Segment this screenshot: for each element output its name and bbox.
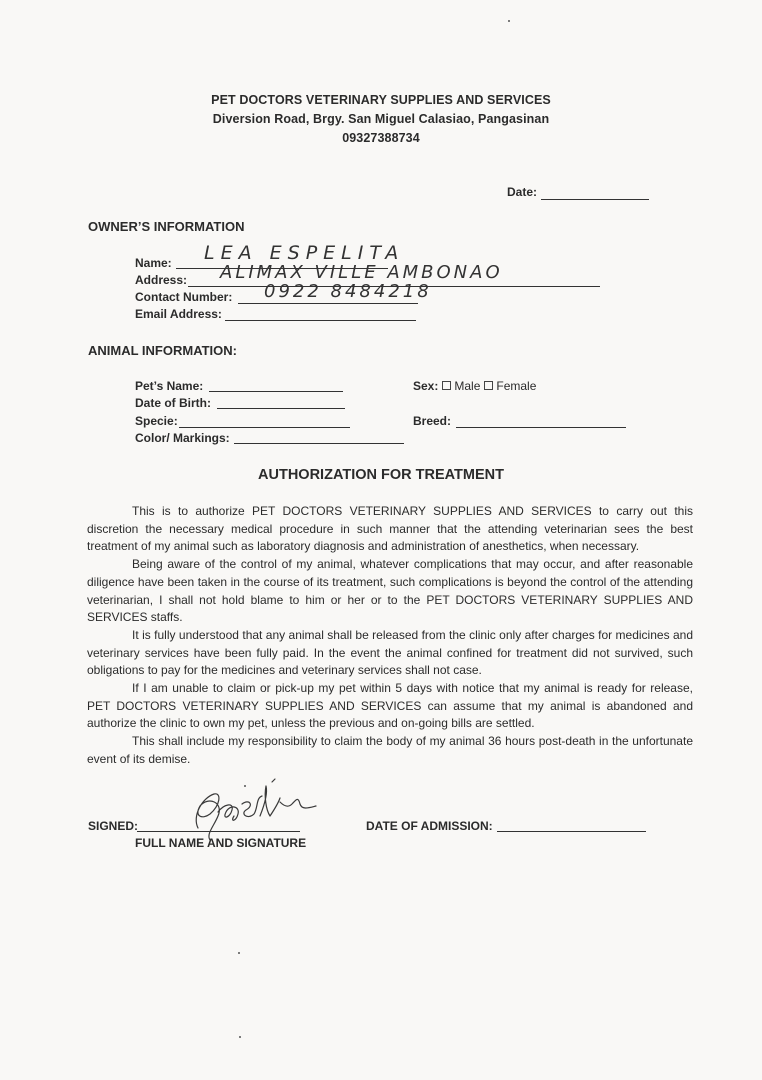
authorization-title: AUTHORIZATION FOR TREATMENT: [258, 467, 504, 483]
authorization-paragraph: Being aware of the control of my animal, whatever complications that may occur, and after reasonable diligence have been taken in the course of its treatment, such complications is beyond the control of the attending veterinarian, I shall not hold blame to him or her or to the PET DOCTORS VETERINARY SUPPLIES AND SERVICES staffs.: [87, 557, 693, 625]
specie-label: Specie:: [135, 414, 178, 428]
owner-name-handwritten: LEA ESPELITA: [204, 242, 405, 264]
breed-label: Breed:: [413, 414, 452, 428]
sex-row: [413, 379, 536, 393]
company-name: PET DOCTORS VETERINARY SUPPLIES AND SERVICES: [211, 93, 551, 107]
handwritten-signature: [180, 776, 325, 848]
email-field[interactable]: [225, 320, 416, 321]
animal-section-title: ANIMAL INFORMATION:: [88, 343, 237, 358]
contact-number-field[interactable]: [238, 303, 418, 304]
authorization-paragraph: If I am unable to claim or pick-up my pet within 5 days with notice that my animal is ready for release, PET DOCTORS VETERINARY SUPPLIES AND SERVICES can assume that my animal is abandoned and authorize the clinic to own my pet, unless the previous and on-going bills are settled.: [87, 681, 693, 731]
color-markings-label: Color/ Markings:: [135, 431, 230, 445]
color-markings-field[interactable]: [234, 443, 404, 444]
authorization-body: [87, 503, 693, 769]
date-field[interactable]: [541, 199, 649, 200]
contact-number-label: Contact Number:: [135, 290, 233, 304]
owner-address-handwritten: ALIMAX VILLE AMBONAO: [220, 262, 503, 283]
authorization-paragraph: This shall include my responsibility to claim the body of my animal 36 hours post-death in the unfortunate event of its demise.: [87, 734, 693, 766]
male-option-label: Male: [454, 379, 481, 393]
sex-label: Sex:: [413, 379, 439, 393]
specie-field[interactable]: [179, 427, 350, 428]
male-checkbox[interactable]: [442, 381, 451, 390]
date-of-admission-label: DATE OF ADMISSION:: [366, 819, 493, 833]
contact-number-handwritten: 0922 8484218: [264, 281, 432, 302]
owner-section-title: OWNER’S INFORMATION: [88, 219, 245, 234]
date-of-admission-field[interactable]: [497, 831, 646, 832]
company-phone: 09327388734: [342, 131, 420, 145]
scan-speck: [238, 952, 240, 954]
scan-speck: [508, 20, 510, 22]
female-checkbox[interactable]: [484, 381, 493, 390]
breed-field[interactable]: [456, 427, 626, 428]
company-address: Diversion Road, Brgy. San Miguel Calasiao, Pangasinan: [212, 112, 550, 126]
scan-speck: [244, 785, 246, 787]
owner-address-label: Address:: [135, 273, 188, 287]
email-label: Email Address:: [135, 307, 222, 321]
dob-label: Date of Birth:: [135, 396, 211, 410]
dob-field[interactable]: [217, 408, 345, 409]
signature-caption: FULL NAME AND SIGNATURE: [135, 836, 307, 850]
scan-speck: [239, 1036, 241, 1038]
date-label: Date:: [507, 185, 538, 199]
authorization-paragraph: This is to authorize PET DOCTORS VETERINARY SUPPLIES AND SERVICES to carry out this discretion the necessary medical procedure in such manner that the attending veterinarian sees the best treatment of my animal such as laboratory diagnosis and administration of anesthetics, when necessary.: [87, 504, 693, 554]
female-option-label: Female: [496, 379, 537, 393]
signed-label: SIGNED:: [88, 819, 139, 833]
pet-name-label: Pet’s Name:: [135, 379, 204, 393]
pet-name-field[interactable]: [209, 391, 343, 392]
authorization-paragraph: It is fully understood that any animal shall be released from the clinic only after charges for medicines and veterinary services have been fully paid. In the event the animal confined for treatment did not survived, such obligations to pay for the medicines and veterinary services shall not case.: [87, 627, 693, 678]
owner-name-label: Name:: [135, 256, 172, 270]
